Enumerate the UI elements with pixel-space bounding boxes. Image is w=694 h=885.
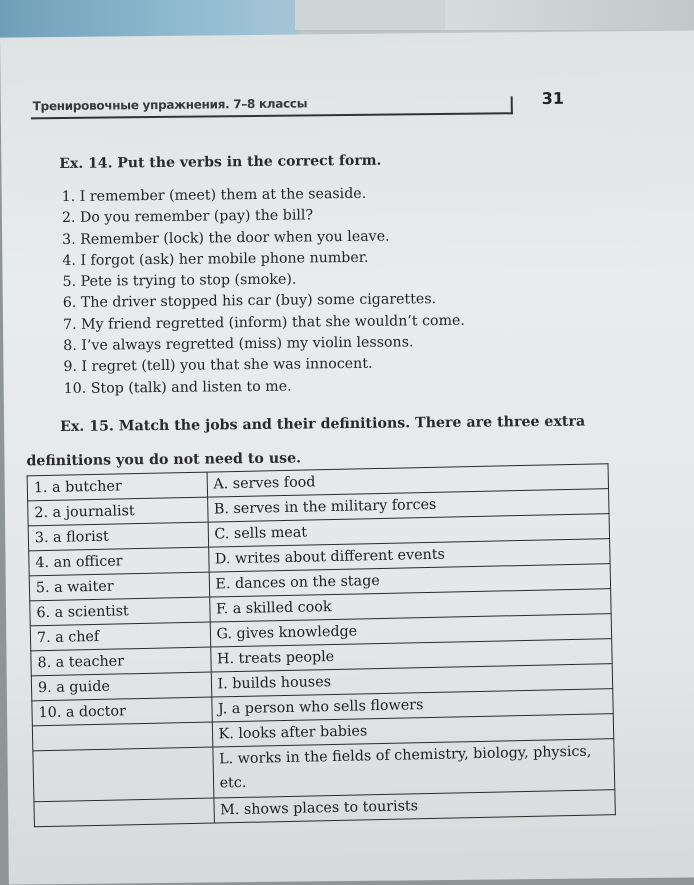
- definition-cell: B. serves in the military forces: [207, 489, 609, 522]
- definition-cell: A. serves food: [207, 464, 609, 497]
- job-cell: 10. a doctor: [32, 697, 212, 726]
- list-item: 5. Pete is trying to stop (smoke).: [62, 271, 297, 291]
- definition-cell: K. looks after babies: [212, 714, 614, 747]
- list-item: 9. I regret (tell) you that she was innocent.: [63, 356, 373, 376]
- definition-cell: M. shows places to tourists: [213, 790, 615, 823]
- matching-table: [27, 463, 616, 827]
- exercise-15-title-continued: definitions you do not need to use.: [26, 450, 302, 470]
- job-cell: [34, 798, 214, 827]
- job-cell: 7. a chef: [30, 622, 210, 651]
- header-tick: [511, 96, 513, 114]
- list-item: 10. Stop (talk) and listen to me.: [63, 378, 292, 397]
- list-item: 6. The driver stopped his car (buy) some cigarettes.: [62, 291, 437, 312]
- job-cell: 4. an officer: [29, 547, 209, 576]
- definition-cell: L. works in the fields of chemistry, biology, physics, etc.: [212, 739, 614, 798]
- header-rule: [31, 112, 513, 119]
- list-item: 4. I forgot (ask) her mobile phone number.: [62, 249, 369, 269]
- definition-cell: C. sells meat: [208, 514, 610, 547]
- definition-cell: I. builds houses: [211, 664, 613, 697]
- exercise-15-title: Ex. 15. Match the jobs and their definitions. There are three extra: [60, 413, 586, 436]
- definition-cell: D. writes about different events: [208, 539, 610, 572]
- exercise-14-list: [62, 183, 466, 400]
- list-item: 7. My friend regretted (inform) that she wouldn’t come.: [62, 312, 465, 333]
- definition-cell: F. a skilled cook: [209, 589, 611, 622]
- list-item: 1. I remember (meet) them at the seaside.: [61, 185, 367, 205]
- definition-cell: G. gives knowledge: [210, 614, 612, 647]
- background-paper: [445, 0, 694, 30]
- list-item: 8. I’ve always regretted (miss) my violin lessons.: [63, 334, 414, 355]
- job-cell: 5. a waiter: [29, 572, 209, 601]
- list-item: 2. Do you remember (pay) the bill?: [61, 207, 314, 227]
- job-cell: 8. a teacher: [31, 647, 211, 676]
- page-number: 31: [541, 88, 565, 108]
- job-cell: [33, 747, 214, 802]
- job-cell: [32, 722, 212, 751]
- job-cell: 1. a butcher: [27, 472, 207, 501]
- definition-cell: J. a person who sells flowers: [211, 689, 613, 722]
- running-header: Тренировочные упражнения. 7–8 классы: [32, 96, 308, 114]
- exercise-14-title: Ex. 14. Put the verbs in the correct form.: [59, 152, 382, 173]
- background-paper: [295, 0, 445, 30]
- definition-cell: E. dances on the stage: [209, 564, 611, 597]
- definition-cell: H. treats people: [210, 639, 612, 672]
- job-cell: 3. a florist: [28, 522, 208, 551]
- book-page: [0, 30, 694, 884]
- job-cell: 9. a guide: [31, 672, 211, 701]
- list-item: 3. Remember (lock) the door when you leave.: [62, 228, 390, 248]
- job-cell: 6. a scientist: [30, 597, 210, 626]
- job-cell: 2. a journalist: [28, 497, 208, 526]
